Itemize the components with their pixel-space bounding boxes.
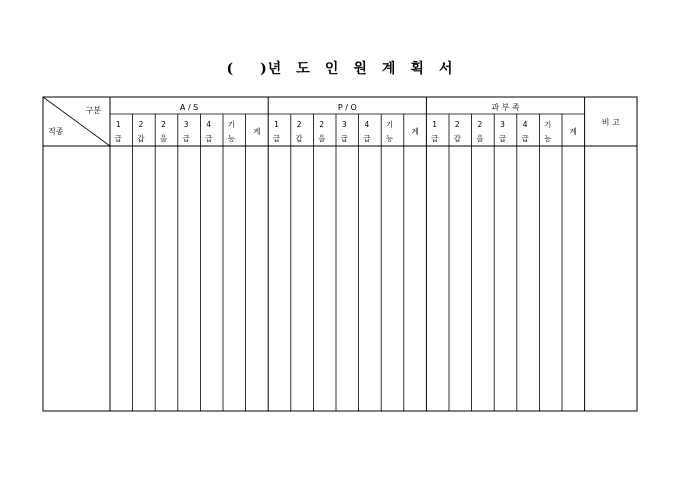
sub-column-top: 1: [432, 120, 438, 129]
sub-column-top: 2: [477, 120, 483, 129]
sub-column-bottom: 급: [431, 134, 439, 143]
sub-column-top: 기: [227, 120, 235, 129]
sub-column-bottom: 급: [182, 134, 190, 143]
sub-column-bottom: 을: [159, 134, 168, 143]
sub-column-top: 3: [500, 120, 505, 129]
title-char: 원: [353, 61, 368, 77]
corner-label-category: 구분: [85, 106, 101, 115]
sub-column-top: 1: [115, 120, 121, 129]
sub-column-bottom: 갑: [453, 134, 461, 143]
title-char: 인: [324, 61, 340, 77]
title-char: 획: [410, 61, 425, 77]
sub-column-top: 2: [296, 120, 302, 129]
sub-column-top: 2: [319, 120, 325, 129]
sub-column-total: 계: [411, 127, 419, 136]
sub-column-top: 2: [138, 120, 144, 129]
title-char: 도: [296, 61, 311, 77]
sub-column-top: 기: [544, 120, 552, 129]
sub-column-bottom: 능: [385, 134, 394, 143]
title-char: 서: [438, 61, 454, 77]
corner-label-job-type: 직종: [48, 127, 64, 136]
sub-column-bottom: 급: [498, 134, 507, 143]
sub-column-top: 4: [522, 120, 528, 129]
table-border: [43, 97, 637, 411]
title-open-paren: (: [226, 61, 235, 77]
sub-column-top: 1: [274, 120, 279, 129]
sub-column-bottom: 급: [521, 134, 529, 143]
sub-column-bottom: 급: [114, 134, 122, 143]
sub-column-bottom: 능: [227, 134, 235, 143]
sub-column-top: 2: [161, 120, 166, 129]
sub-column-total: 계: [253, 127, 261, 136]
sub-column-top: 4: [206, 120, 212, 129]
sub-column-top: 3: [341, 120, 347, 129]
sub-column-bottom: 을: [318, 134, 326, 143]
sub-column-bottom: 을: [476, 134, 484, 143]
group-label: 과 부 족: [491, 103, 520, 112]
sub-column-bottom: 급: [272, 134, 281, 143]
sub-column-bottom: 급: [340, 134, 348, 143]
sub-column-bottom: 능: [544, 134, 552, 143]
remarks-label: 비 고: [601, 118, 620, 127]
sub-column-bottom: 갑: [137, 134, 145, 143]
sub-column-top: 3: [183, 120, 189, 129]
group-label: A / S: [179, 103, 199, 112]
sub-column-total: 계: [569, 127, 577, 136]
sub-column-top: 2: [454, 120, 460, 129]
sub-column-bottom: 갑: [295, 134, 303, 143]
sub-column-bottom: 급: [363, 134, 371, 143]
group-label: P / O: [337, 103, 357, 112]
corner-diagonal-line: [43, 97, 110, 146]
sub-column-top: 기: [385, 120, 394, 129]
title-year: )년: [260, 61, 283, 77]
sub-column-bottom: 급: [205, 134, 213, 143]
title-char: 계: [381, 61, 397, 77]
sub-column-top: 4: [364, 120, 370, 129]
